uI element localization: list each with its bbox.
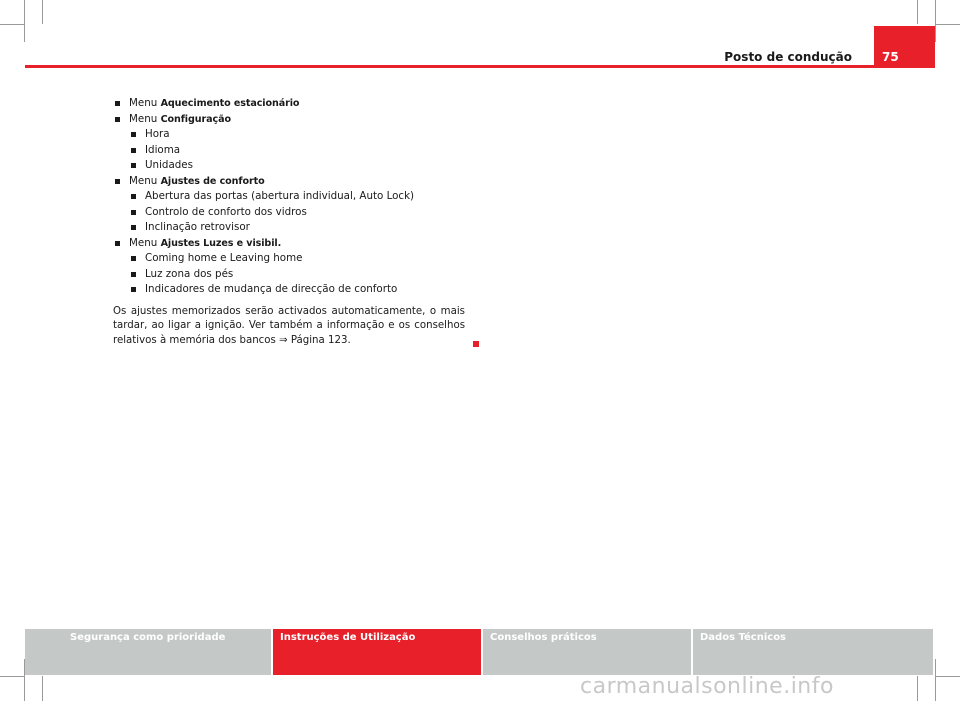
bullet-icon	[131, 210, 136, 215]
crop-mark	[935, 0, 936, 42]
tab-conselhos[interactable]: Conselhos práticos	[483, 629, 691, 675]
watermark: carmanualsonline.info	[580, 674, 834, 699]
sub-list-item	[113, 127, 465, 143]
sub-list-item	[113, 220, 465, 236]
section-end-marker	[473, 341, 479, 347]
bullet-icon	[131, 256, 136, 261]
sub-item-label: Coming home e Leaving home	[145, 252, 303, 264]
bullet-icon	[131, 132, 136, 137]
bullet-icon	[131, 287, 136, 292]
sub-item-label: Inclinação retrovisor	[145, 221, 250, 233]
menu-target: Configuração	[160, 113, 231, 125]
sub-item-label: Luz zona dos pés	[145, 267, 234, 280]
sub-item-label: Controlo de conforto dos vidros	[145, 205, 307, 218]
menu-target: Aquecimento estacionário	[160, 98, 300, 109]
bullet-icon	[131, 225, 136, 230]
crop-mark	[0, 676, 24, 677]
bullet-icon	[131, 194, 136, 199]
bullet-icon	[131, 148, 136, 153]
crop-mark	[936, 24, 960, 25]
crop-mark	[936, 676, 960, 677]
sub-item-label: Abertura das portas (abertura individual, Auto Lock)	[145, 190, 415, 202]
body-paragraph: Os ajustes memorizados serão activados automaticamente, o mais tardar, ao ligar a ignição. Ver também a informação e os conselhos relativos à memória dos bancos ⇒ Página 123.	[113, 305, 465, 346]
sub-list-item	[113, 251, 465, 267]
sub-item-label: Unidades	[145, 159, 194, 171]
tab-instrucoes[interactable]: Instruções de Utilização	[273, 629, 481, 675]
menu-list	[113, 96, 465, 298]
bullet-icon	[115, 101, 120, 106]
sub-list-item	[113, 282, 465, 298]
menu-word: Menu	[129, 97, 158, 109]
bullet-icon	[131, 163, 136, 168]
crop-mark	[0, 24, 24, 25]
crop-mark	[935, 659, 936, 701]
bullet-icon	[115, 179, 120, 184]
sub-item-label: Indicadores de mudança de direcção de conforto	[145, 283, 398, 295]
menu-target: Ajustes de conforto	[160, 175, 265, 187]
footer-nav	[25, 629, 935, 675]
tab-dados-tecnicos[interactable]: Dados Técnicos	[693, 629, 933, 675]
crop-mark	[917, 0, 918, 24]
list-item	[113, 96, 465, 112]
sub-list-item	[113, 267, 465, 283]
page-number: 75	[882, 50, 899, 64]
sub-list-item	[113, 143, 465, 159]
bullet-icon	[115, 241, 120, 246]
crop-mark	[42, 676, 43, 701]
crop-mark	[42, 0, 43, 24]
menu-word: Menu	[129, 112, 158, 125]
page-number-box	[874, 26, 935, 68]
sub-item-label: Idioma	[145, 143, 181, 156]
main-content	[113, 96, 465, 358]
sub-list-item	[113, 205, 465, 221]
menu-word: Menu	[129, 236, 158, 249]
bullet-icon	[115, 117, 120, 122]
list-item	[113, 236, 465, 252]
crop-mark	[917, 676, 918, 701]
crop-mark	[24, 0, 25, 42]
sub-list-item	[113, 189, 465, 205]
tab-seguranca[interactable]: Segurança como prioridade	[25, 629, 271, 675]
menu-word: Menu	[129, 174, 158, 187]
sub-list-item	[113, 158, 465, 174]
bullet-icon	[131, 272, 136, 277]
menu-target: Ajustes Luzes e visibil.	[160, 237, 282, 249]
page-title: Posto de condução	[724, 50, 852, 64]
header-rule	[25, 65, 935, 68]
list-item	[113, 112, 465, 128]
list-item	[113, 174, 465, 190]
sub-item-label: Hora	[145, 128, 170, 140]
